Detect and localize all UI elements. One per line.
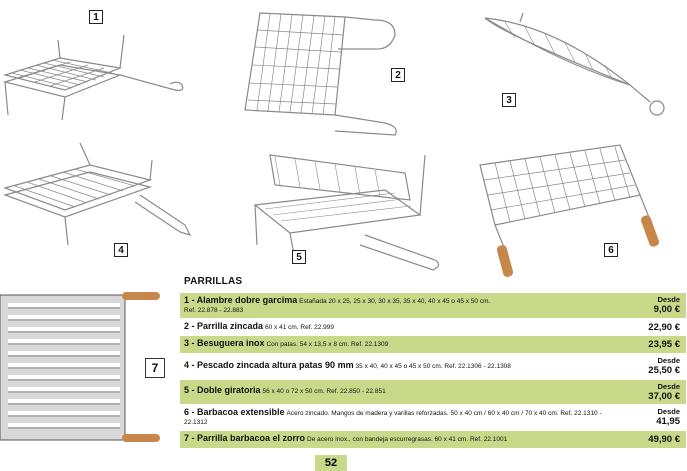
product-price: 37,00 € xyxy=(648,391,680,402)
product-row xyxy=(180,354,686,379)
image-number-2: 2 xyxy=(391,68,405,82)
price-prefix: Desde xyxy=(657,382,680,391)
product-image-2 xyxy=(235,5,415,145)
product-price: 9,00 € xyxy=(653,304,680,315)
product-title: 4 - Pescado zincada altura patas 90 mm xyxy=(184,360,354,370)
image-number-5: 5 xyxy=(292,250,306,264)
product-price: 25,50 € xyxy=(648,365,680,376)
product-title: 6 - Barbacoa extensible xyxy=(184,407,285,417)
product-title: 1 - Alambre dobre garcima xyxy=(184,295,298,305)
price-prefix: Desde xyxy=(657,295,680,304)
price-prefix: Desde xyxy=(657,356,680,365)
section-title: PARRILLAS xyxy=(184,276,243,287)
product-row xyxy=(180,319,686,335)
product-ref: Ref. 22.878 - 22.883 xyxy=(184,307,244,314)
product-row xyxy=(180,431,686,448)
product-row xyxy=(180,293,686,318)
product-desc: Con patas. 54 x 13,5 x 8 cm. Ref. 22.1309 xyxy=(266,341,389,348)
product-image-3 xyxy=(445,10,680,125)
product-title: 2 - Parrilla zincada xyxy=(184,321,264,331)
image-number-7: 7 xyxy=(145,358,165,378)
product-price: 49,90 € xyxy=(648,434,680,445)
product-image-5 xyxy=(235,145,445,280)
product-price: 22,90 € xyxy=(648,322,680,333)
product-desc: 60 x 41 cm. Ref. 22.999 xyxy=(265,324,335,331)
product-image-1 xyxy=(0,20,190,130)
product-image-6 xyxy=(470,140,685,280)
product-row xyxy=(180,405,686,430)
product-title: 3 - Besuguera inox xyxy=(184,338,265,348)
product-image-4 xyxy=(0,140,200,270)
product-row xyxy=(180,380,686,404)
product-desc: Estañada 20 x 25, 25 x 30, 30 x 35, 35 x 40, 40 x 45 o 45 x 50 cm. xyxy=(299,298,491,305)
image-number-3: 3 xyxy=(502,93,516,107)
price-prefix: Desde xyxy=(657,407,680,416)
product-title: 5 - Doble giratoria xyxy=(184,385,261,395)
product-desc: 35 x 40, 40 x 45 o 45 x 50 cm. Ref. 22.1306 - 22.1308 xyxy=(355,363,511,370)
product-desc: Acero zincado. Mangos de madera y varillas reforzadas. 50 x 40 cm / 60 x 40 cm / 70 x 40 cm. Ref. 22.1310 - 22.1312 xyxy=(184,410,602,426)
product-title: 7 - Parrilla barbacoa el zorro xyxy=(184,433,306,443)
product-desc: De acero inox., con bandeja escurregrasas. 60 x 41 cm. Ref. 22.1001 xyxy=(307,436,508,443)
product-price: 41,95 xyxy=(656,416,680,427)
product-image-7 xyxy=(0,290,165,445)
image-number-4: 4 xyxy=(114,243,128,257)
image-number-6: 6 xyxy=(604,243,618,257)
page-number: 52 xyxy=(315,455,347,471)
product-price: 23,95 € xyxy=(648,339,680,350)
product-desc: 56 x 40 o 72 x 50 cm. Ref. 22.850 - 22.851 xyxy=(262,388,386,395)
image-number-1: 1 xyxy=(89,10,103,24)
product-row xyxy=(180,336,686,353)
